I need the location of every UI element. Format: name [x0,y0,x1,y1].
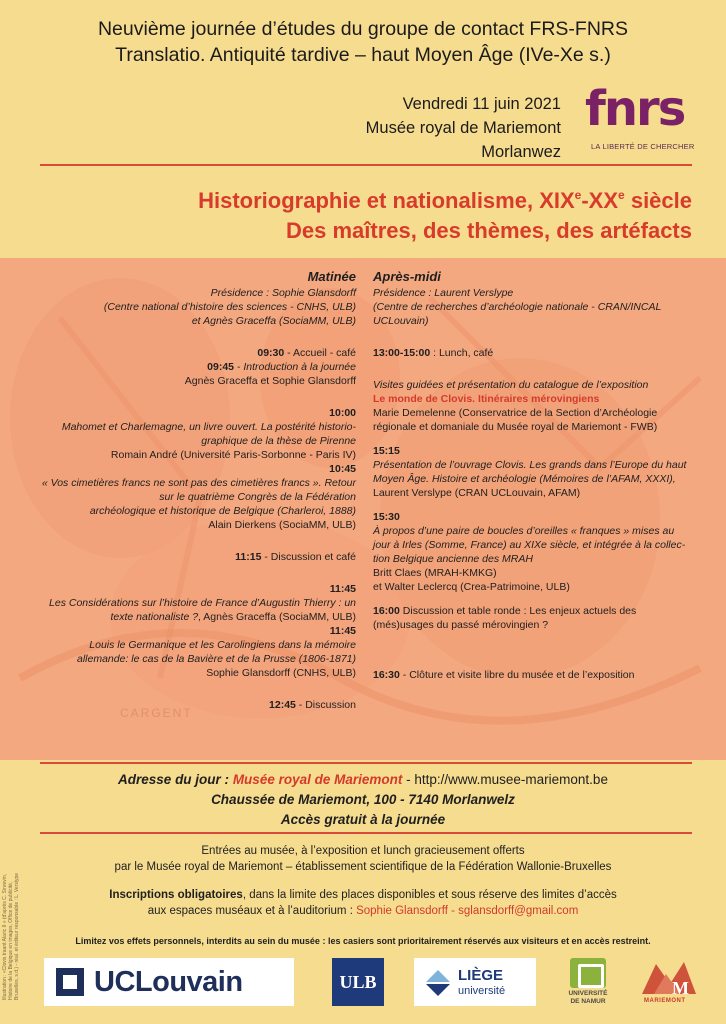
liege-mark-icon [424,968,452,996]
title-sup-b: e [618,188,625,202]
subtitle: Des maîtres, des thèmes, des artéfacts [286,218,692,243]
event-info [366,92,561,164]
session-time: 16:00 [373,605,400,617]
afternoon-chair-2: (Centre de recherches d’archéologie nationale - CRAN/INCAL [373,301,662,313]
street-address: Chaussée de Mariemont, 100 - 7140 Morlanwelz [211,792,515,807]
liege-word: LIÈGE [458,967,504,984]
talk-speaker: Romain André (Université Paris-Sorbonne - Paris IV) [110,449,356,461]
svg-text:M: M [672,978,689,998]
info-block [0,843,726,919]
info-line-2: par le Musée royal de Mariemont – établissement scientifique de la Fédération Wallonie-Bruxelles [114,861,612,873]
talk-title: Présentation de l’ouvrage Clovis. Les grands dans l’Europe du haut [373,459,687,471]
session-time: 10:00 [329,407,356,419]
morning-heading: Matinée [307,269,356,284]
talk-title: allemande: le cas de la Bavière et de la Prusse (1806-1871) [77,653,356,665]
uclouvain-mark-icon [56,968,84,996]
talk-speaker: Sophie Glansdorff (CNHS, ULB) [206,667,356,679]
talk-title: Les Considérations sur l’histoire de France d’Augustin Thierry : un [49,597,356,609]
namur-text [562,990,614,1005]
session-time: 09:30 [257,347,285,359]
ulb-logo: ULB [332,958,384,1006]
talk-title: Louis le Germanique et les Carolingiens dans la mémoire [89,639,356,651]
talk-title: graphique de la thèse de Pirenne [201,435,356,447]
fnrs-logo [585,81,705,154]
museum-name: Musée royal de Mariemont [232,772,403,787]
namur-mark-icon [570,958,606,988]
event-venue: Musée royal de Mariemont [365,119,561,137]
session-time: 09:45 [207,361,234,373]
title-part-a: Historiographie et nationalisme, XIX [198,188,575,213]
title-part-c: siècle [624,188,692,213]
talk-title: Mahomet et Charlemagne, un livre ouvert. La postérité historio- [61,421,356,433]
morning-chair-3: et Agnès Graceffa (SociaMM, ULB) [191,315,356,327]
divider-top [40,164,692,166]
session-1600 [373,604,708,618]
header-line-2: Translatio. Antiquité tardive – haut Moyen Âge (IVe-Xe s.) [115,44,611,66]
talk-speaker: , Agnès Graceffa (SociaMM, ULB) [198,611,356,623]
session-text: - Accueil - café [284,347,356,359]
session-time: 15:30 [373,511,400,523]
session-1300 [373,346,708,360]
afternoon-heading: Après-midi [373,269,441,284]
session-1115 [11,550,356,564]
title-sup-a: e [574,188,582,202]
talk-speaker: régionale et domaniale du Musée royal de Mariemont - FWB) [373,421,658,433]
session-0945 [11,360,356,374]
talk-title: À propos d’une paire de boucles d’oreilles « franques » mises au [373,525,675,537]
visit-intro: Visites guidées et présentation du catalogue de l’exposition [373,379,649,391]
registration-text: , dans la limite des places disponibles et sous réserve des limites d’accès [242,889,617,901]
liege-subword: université [458,985,506,997]
talk-speaker: Laurent Verslype (CRAN UCLouvain, AFAM) [373,487,581,499]
session-1245 [11,698,356,712]
exhibition-title: Le monde de Clovis. Itinéraires mérovingiens [373,393,600,405]
talk-title: tion Belgique ancienne des MRAH [373,553,533,565]
divider-lower [40,832,692,834]
session-time: 13:00-15:00 [373,347,431,359]
session-time: 11:45 [329,583,356,595]
address-line [0,770,726,790]
namur-text-2: DE NAMUR [570,997,606,1005]
registration-label: Inscriptions obligatoires [109,889,243,901]
fnrs-logo-tagline: LA LIBERTÉ DE CHERCHER [591,142,695,151]
talk-speaker: Alain Dierkens (SociaMM, ULB) [208,519,356,531]
mariemont-logo [636,958,702,1006]
talk-title: Moyen Âge. Histoire et archéologie (Mémoires de l’AFAM, XXXI), [373,473,676,485]
free-access: Accès gratuit à la journée [280,812,446,827]
museum-url[interactable]: - http://www.musee-mariemont.be [402,772,608,787]
session-time: 12:45 [269,699,296,711]
namur-logo [562,958,614,1006]
afternoon-column [373,268,708,682]
morning-column [11,268,356,712]
title-line [198,180,692,216]
registration-line-2 [0,903,726,919]
registration-text: aux espaces muséaux et à l’auditorium : [147,905,357,917]
session-text: : Lunch, café [430,347,494,359]
fnrs-logo-word: fnrs [585,81,685,137]
contact-email[interactable]: Sophie Glansdorff - sglansdorff@gmail.com [356,905,579,917]
divider-middle [40,762,692,764]
liege-logo [414,958,536,1006]
afternoon-chair-1: Présidence : Laurent Verslype [373,287,514,299]
uclouvain-logo [44,958,294,1006]
talk-title: archéologique et historique de Belgique (Charleroi, 1888) [89,505,356,517]
illustration-stamp: CARGENT [120,706,193,720]
event-date: Vendredi 11 juin 2021 [402,95,561,113]
talk-title: « Vos cimetières francs ne sont pas des cimetières francs ». Retour [41,477,356,489]
info-line-1: Entrées au musée, à l’exposition et lunch gracieusement offerts [201,845,525,857]
talk-speaker: et Walter Leclercq (Crea-Patrimoine, ULB) [373,581,570,593]
talk-speaker: Britt Claes (MRAH-KMKG) [373,567,497,579]
session-time: 11:15 [235,551,262,563]
title-part-b: -XX [581,188,619,213]
session-text: Discussion et table ronde : Les enjeux actuels des [399,605,637,617]
afternoon-chair-3: UCLouvain) [373,315,429,327]
header-line-1: Neuvième journée d’études du groupe de contact FRS-FNRS [97,18,629,40]
mariemont-text: MARIEMONT [644,998,686,1004]
talk-title-line [11,610,356,624]
session-time: 11:45 [329,625,356,637]
illustration-credit [2,860,42,1000]
header [0,16,726,68]
session-text: (més)usages du passé mérovingien ? [373,619,549,631]
event-town: Morlanwez [481,143,561,161]
session-text: - Discussion et café [261,551,356,563]
morning-chair-2: (Centre national d’histoire des sciences - CNHS, ULB) [103,301,356,313]
address-block [0,770,726,830]
session-speakers: Agnès Graceffa et Sophie Glansdorff [184,375,356,387]
session-text: - Introduction à la journée [234,361,356,373]
mariemont-mark-icon [636,958,702,998]
registration-line [0,887,726,903]
talk-title: jour à Irles (Somme, France) au XIXe siècle, et intégrée à la collec- [373,539,686,551]
session-text: - Clôture et visite libre du musée et de l’exposition [399,669,635,681]
illustration-credit-text: Illustration : «Clovis traant Alaric II » (d'après C. Sinrevin, Histoire de la Belgique en images, Office de publicité, Bruxelles, s.d.) - réal. et éditeur responsable : L. Verslype [2,872,20,1000]
main-title [198,180,692,246]
talk-title: sur le quatrième Congrès de la Fédération [159,491,356,503]
talk-title: texte nationaliste ? [110,611,199,623]
address-label: Adresse du jour : [118,772,233,787]
notice: Limitez vos effets personnels, interdits au sein du musée : les casiers sont prioritairement réservés aux visiteurs et en accès restreint. [75,936,651,946]
uclouvain-word: UCLouvain [94,966,243,998]
session-time: 15:15 [373,445,400,457]
session-text: - Discussion [295,699,356,711]
namur-text-1: UNIVERSITÉ [568,990,608,997]
session-time: 16:30 [373,669,400,681]
session-0930 [11,346,356,360]
session-time: 10:45 [329,463,356,475]
talk-speaker: Marie Demelenne (Conservatrice de la Section d’Archéologie [373,407,658,419]
session-1630 [373,668,708,682]
morning-chair-1: Présidence : Sophie Glansdorff [210,287,356,299]
